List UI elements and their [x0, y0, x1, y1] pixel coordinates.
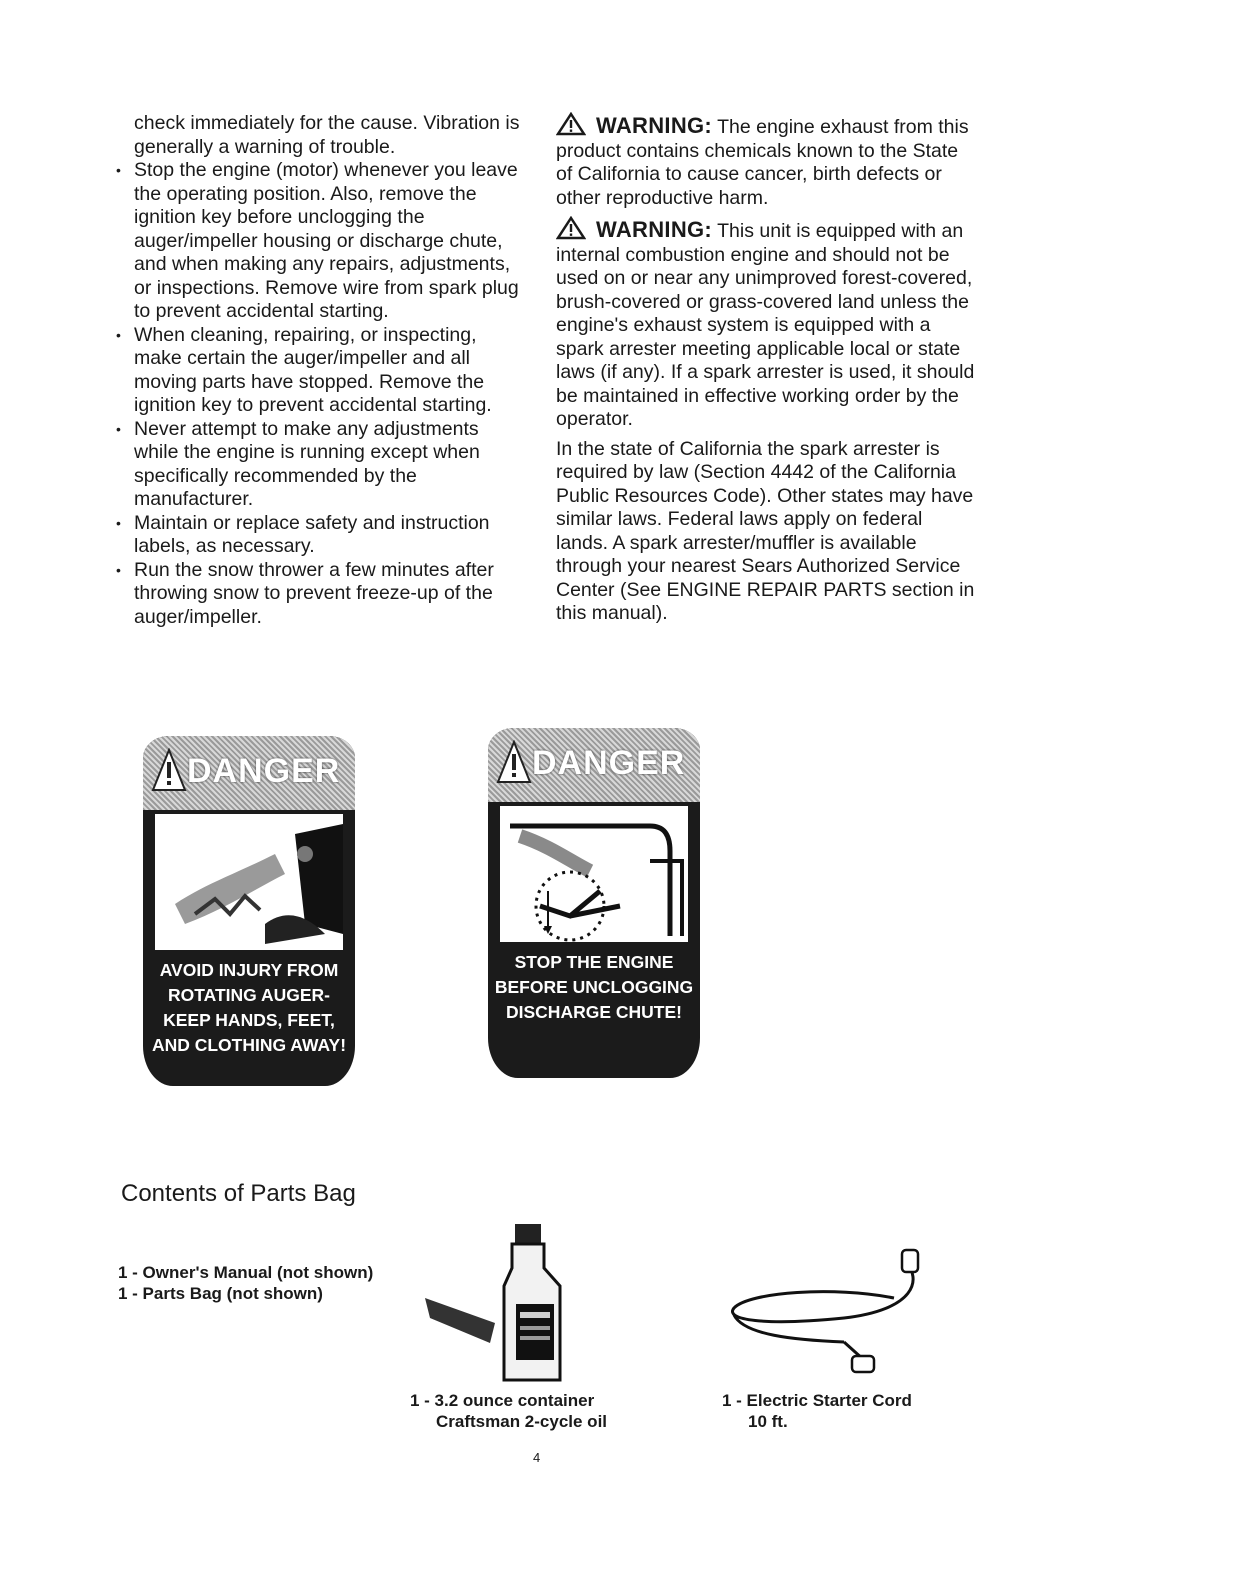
warning-combustion	[556, 216, 976, 432]
bullet-freeze-up: • Run the snow thrower a few minutes after throwing snow to prevent freeze-up of the auger/impeller.	[116, 559, 528, 630]
parts-bag-heading: Contents of Parts Bag	[121, 1180, 356, 1207]
left-column	[116, 112, 528, 629]
warning-exhaust-text: The engine exhaust from this product contains chemicals known to the State of California to cause cancer, birth defects or other reproductive harm.	[556, 116, 969, 209]
parts-bag-list	[118, 1262, 373, 1304]
warning-triangle-icon	[556, 216, 586, 240]
decal-line: AVOID INJURY FROM	[159, 960, 339, 980]
danger-decal-auger	[143, 736, 355, 1086]
cord-caption	[722, 1390, 912, 1432]
oil-bottle-illustration	[420, 1218, 580, 1386]
starter-cord-illustration	[724, 1240, 946, 1382]
warning-combustion-text: This unit is equipped with an internal combustion engine and should not be used on or near any unimproved forest-covered, brush-covered or grass-covered land unless the engine's exhaust system is equipped with a spark arrester meeting applicable local or state laws (if any). If a spark arrester is used, it should be maintained in effective working order by the operator.	[556, 220, 975, 430]
spark-arrester-paragraph: In the state of California the spark arrester is required by law (Section 4442 of the California Public Resources Code). Other states may have similar laws. Federal laws apply on federal lands. A spark arrester/muffler is available through your nearest Sears Authorized Service Center (See ENGINE REPAIR PARTS section in this manual).	[556, 437, 975, 624]
decal-message	[488, 950, 700, 1025]
caption-line: 1 - Electric Starter Cord	[722, 1391, 912, 1410]
decal-title: DANGER	[532, 744, 686, 782]
decal-line: KEEP HANDS, FEET,	[163, 1010, 335, 1030]
caption-line: 1 - 3.2 ounce container	[410, 1391, 595, 1410]
decal-title: DANGER	[187, 752, 341, 790]
safety-bullet-list	[116, 159, 528, 629]
warning-triangle-icon	[556, 112, 586, 136]
caption-line: 10 ft.	[748, 1412, 788, 1431]
list-item: 1 - Owner's Manual (not shown)	[118, 1263, 374, 1282]
right-column	[556, 112, 976, 626]
decal-line: AND CLOTHING AWAY!	[151, 1035, 347, 1055]
decal-line: BEFORE UNCLOGGING	[494, 977, 694, 997]
warning-triangle-icon	[496, 740, 532, 784]
caption-line: Craftsman 2-cycle oil	[436, 1412, 608, 1431]
decal-line: STOP THE ENGINE	[514, 952, 674, 972]
oil-caption	[410, 1390, 607, 1432]
chute-hazard-pictogram	[500, 806, 688, 942]
warning-triangle-icon	[151, 748, 187, 792]
danger-decal-chute	[488, 728, 700, 1078]
bullet-stop-engine: • Stop the engine (motor) whenever you leave the operating position. Also, remove the ignition key before unclogging the auger/impeller housing or discharge chute, and when making any repairs, adjustments, or inspections. Remove wire from spark plug to prevent accidental starting.	[116, 159, 528, 324]
bullet-adjustments: • Never attempt to make any adjustments while the engine is running except when specifically recommended by the manufacturer.	[116, 418, 528, 512]
bullet-cleaning: • When cleaning, repairing, or inspecting, make certain the auger/impeller and all moving parts have stopped. Remove the ignition key to prevent accidental starting.	[116, 324, 528, 418]
list-item: 1 - Parts Bag (not shown)	[118, 1284, 323, 1303]
auger-hazard-pictogram	[155, 814, 343, 950]
vibration-lead-text: check immediately for the cause. Vibration is generally a warning of trouble.	[134, 112, 520, 158]
warning-exhaust	[556, 112, 976, 210]
page-number: 4	[533, 1450, 541, 1465]
decal-line: ROTATING AUGER-	[167, 985, 331, 1005]
decal-line: DISCHARGE CHUTE!	[506, 1002, 682, 1022]
decal-message	[143, 958, 355, 1058]
bullet-labels: • Maintain or replace safety and instruction labels, as necessary.	[116, 512, 528, 559]
warning-label: WARNING:	[596, 113, 713, 138]
warning-label: WARNING:	[596, 217, 713, 242]
